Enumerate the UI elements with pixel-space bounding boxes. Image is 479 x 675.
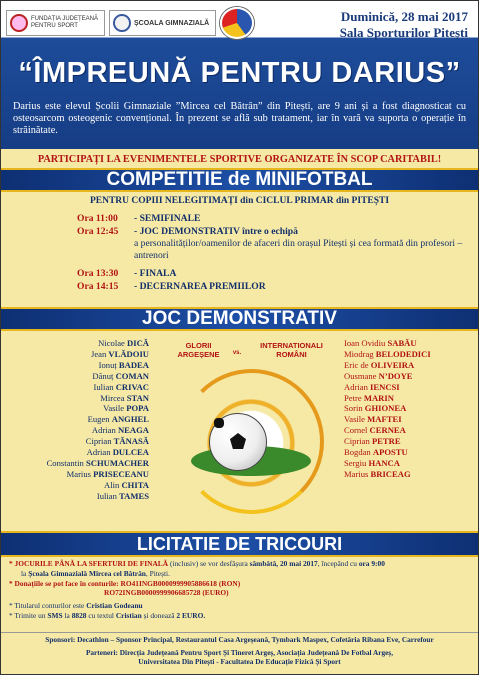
player-first: Ousmane [344, 370, 377, 381]
sms-info: * Trimite un SMS la 8828 cu textul Cristian și donează 2 EURO. [9, 610, 206, 620]
player-first: Alin [104, 479, 120, 490]
player [11, 382, 149, 393]
player-first: Vasile [103, 403, 125, 414]
sponsors: Sponsori: Decathlon – Sponsor Principal, Restaurantul Casa Argeșeană, Tymbark Maspex, Cofetăria Ribana Eve, Carrefour [45, 635, 434, 644]
player-first: Vasile [344, 414, 366, 425]
section-demo-title: JOC DEMONSTRATIV [1, 307, 478, 331]
team-left-roster [11, 338, 149, 502]
player-last: TĂNASĂ [113, 436, 149, 447]
player-last: CHITA [121, 479, 149, 490]
player [11, 425, 149, 436]
soccer-ball-icon [209, 413, 267, 471]
player [11, 360, 149, 371]
partners-cont: Universitatea Din Pitești - Facultatea De Educație Fizică Și Sport [138, 657, 341, 666]
section-auction-title: LICITATIE DE TRICOURI [1, 531, 478, 557]
school-crest-icon [113, 14, 131, 32]
schedule-extra: a personalităților/oamenilor de afaceri din orașul Pitești și cea formată din profesori – antrenori [134, 238, 463, 261]
player [11, 491, 149, 502]
player [344, 360, 474, 371]
schedule-time: Ora 14:15 [77, 280, 119, 292]
player-first: Adrian [91, 425, 116, 436]
competition-subtitle: PENTRU COPIII NELEGITIMAȚI din CICLUL PRIMAR din PITEȘTI [89, 196, 390, 206]
event-venue: Sala Sporturilor Pitești [339, 25, 468, 40]
team-b-name: INTERNATIONALI ROMÂNI [260, 341, 323, 359]
player-last: BADEA [118, 359, 149, 370]
player [344, 425, 474, 436]
player-first: Eugen [87, 414, 110, 425]
player-first: Adrian [344, 381, 368, 392]
player-last: CERNEA [369, 425, 406, 436]
player-first: Jean [90, 348, 107, 359]
player [11, 403, 149, 414]
player [11, 469, 149, 480]
schedule-row [77, 268, 467, 280]
schedule-desc: - DECERNAREA PREMIILOR [134, 280, 266, 292]
schedule-desc: - JOC DEMONSTRATIV între o echipă [134, 225, 298, 237]
player [11, 447, 149, 458]
auction-details [9, 559, 470, 621]
player-last: SABĂU [387, 338, 417, 348]
section-competition-title: COMPETITIE de MINIFOTBAL [1, 168, 478, 192]
player [11, 436, 149, 447]
player-first: Dănuț [92, 370, 114, 381]
player-first: Ciprian [344, 436, 370, 447]
schedule-desc: - FINALA [134, 268, 177, 279]
player [11, 458, 149, 469]
player [344, 414, 474, 425]
call-to-action: PARTICIPAȚI LA EVENIMENTELE SPORTIVE ORGANIZATE ÎN SCOP CARITABIL! [37, 154, 442, 165]
player-last: OLIVEIRA [370, 359, 415, 370]
player [344, 469, 474, 480]
player-last: BELODEDICI [375, 348, 431, 359]
donation-accounts: * Donațiile se pot face în conturile: RO41INGB0000999905886618 (RON) [9, 578, 241, 588]
player-first: Ionuț [98, 359, 117, 370]
player-last: APOSTU [372, 447, 408, 458]
player-last: VLĂDOIU [108, 348, 149, 359]
account-holder: * Titularul conturilor este Cristian Godeanu [9, 601, 143, 611]
player [344, 447, 474, 458]
player-first: Bogdan [344, 447, 371, 458]
player-last: HANCA [368, 457, 400, 468]
player-first: Nicolae [98, 338, 125, 348]
player-last: DICĂ [127, 338, 149, 348]
player-first: Eric de [344, 359, 369, 370]
player-last: MAFTEI [367, 414, 402, 425]
account-euro: RO72INGB0000999906685728 (EURO) [104, 588, 229, 598]
player-first: Ciprian [85, 436, 112, 447]
player [11, 371, 149, 382]
player-last: PETRE [371, 436, 401, 447]
player-first: Petre [344, 392, 362, 403]
account-ron: RO41INGB0000999905886618 (RON) [120, 578, 241, 588]
player-last: GHIONEA [364, 403, 407, 414]
foundation-logo [6, 10, 105, 36]
event-date: Duminică, 28 mai 2017 [340, 9, 468, 24]
player-first: Adrian [86, 447, 111, 458]
player [344, 382, 474, 393]
poster-title: “ÎMPREUNĂ PENTRU DARIUS” [18, 57, 461, 89]
player-last: BRICEAG [370, 468, 411, 479]
player-first: Marius [344, 468, 369, 479]
player [344, 349, 474, 360]
schedule-time: Ora 13:30 [77, 268, 119, 279]
player-last: IENCSI [370, 381, 400, 392]
player-first: Miodrag [344, 348, 374, 359]
team-a-name: GLORII ARGEȘENE [177, 341, 220, 359]
player-first: Constantin [46, 457, 84, 468]
player-first: Ioan Ovidiu [344, 338, 386, 348]
foundation-emblem-icon [10, 14, 28, 32]
player-last: CRIVAC [115, 381, 149, 392]
player-first: Mircea [100, 392, 125, 403]
header-panel [1, 1, 478, 149]
intro-text: Darius este elevul Școlii Gimnaziale ”Mircea cel Bătrân” din Pitești, are 9 ani și a fost diagnosticat cu osteosarcom osteogenic convențional. În prezent se află sub tratament, iar în vară va suporta o operație în străinătate. [13, 101, 466, 136]
player-last: TAMES [119, 490, 149, 501]
footer [1, 632, 478, 667]
school-logo-text: ȘCOALA GIMNAZIALĂ [134, 19, 210, 27]
player [344, 403, 474, 414]
player-last: NEAGA [117, 425, 149, 436]
foundation-logo-text: FUNDAȚIA JUDEȚEANĂ PENTRU SPORT [31, 16, 99, 29]
player [344, 393, 474, 404]
club-badge-icon [220, 7, 254, 39]
games-location: la Școala Gimnazială Mircea cel Bătrân, Pitești. [21, 568, 170, 578]
player-last: N’DOYE [378, 370, 413, 381]
player-last: MARIN [363, 392, 394, 403]
games-info: * JOCURILE PÂNĂ LA SFERTURI DE FINALĂ (inclusiv) se vor desfășura sâmbătă, 20 mai 2017, începând cu ora 9:00 [9, 559, 385, 568]
player-last: SCHUMACHER [85, 457, 149, 468]
schedule [77, 213, 467, 293]
schedule-row [77, 281, 467, 293]
schedule-row [77, 213, 467, 225]
player [344, 436, 474, 447]
player-last: DULCEA [112, 447, 149, 458]
schedule-row [77, 226, 467, 238]
player-first: Marius [66, 468, 91, 479]
player [11, 393, 149, 404]
event-date-venue [340, 9, 468, 41]
player-last: ANGHEL [111, 414, 149, 425]
schedule-desc: - SEMIFINALE [134, 213, 201, 224]
logo-row [6, 7, 254, 39]
player [11, 338, 149, 349]
versus-label: vs. [232, 350, 242, 356]
player-first: Cornel [344, 425, 368, 436]
player-last: COMAN [115, 370, 149, 381]
player-first: Sergiu [344, 457, 367, 468]
player-first: Iulian [93, 381, 114, 392]
schedule-time: Ora 12:45 [77, 225, 119, 237]
player [344, 371, 474, 382]
partners: Parteneri: Direcția Județeană Pentru Sport Și Tineret Argeș, Asociația Județeană De Fotbal Argeș, [85, 647, 394, 657]
player [344, 458, 474, 469]
schedule-time: Ora 11:00 [77, 213, 118, 224]
player-last: PRISECEANU [93, 468, 149, 479]
player [11, 349, 149, 360]
player-last: POPA [126, 403, 149, 414]
player-last: STAN [126, 392, 149, 403]
player [11, 414, 149, 425]
player [11, 480, 149, 491]
player-first: Iulian [96, 490, 117, 501]
player-first: Sorin [344, 403, 363, 414]
player [344, 338, 474, 349]
school-logo [109, 10, 216, 36]
team-right-roster [344, 338, 474, 480]
